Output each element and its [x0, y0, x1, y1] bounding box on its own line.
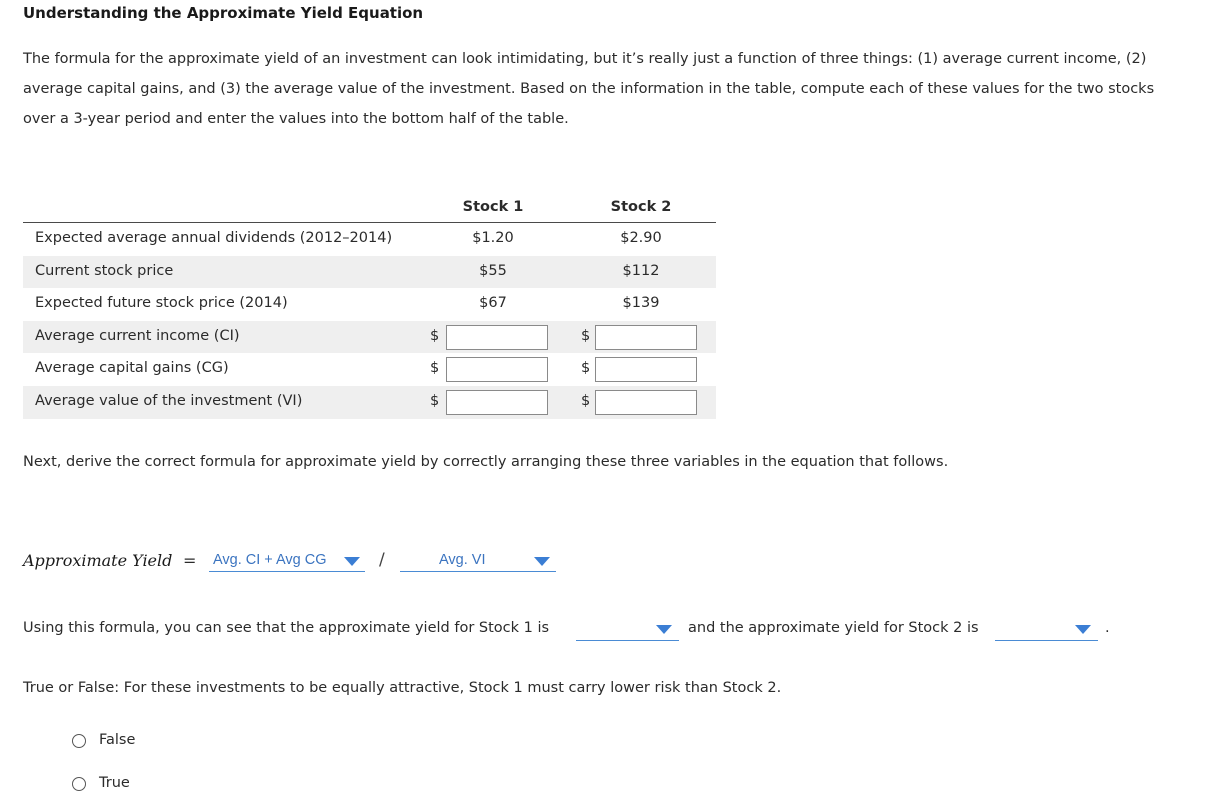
currency-symbol: $ — [430, 327, 440, 344]
formula-lhs: Approximate Yield — [23, 551, 173, 570]
result-text-2: and the approximate yield for Stock 2 is — [688, 620, 979, 636]
radio-true[interactable] — [72, 777, 86, 791]
true-false-question: True or False: For these investments to be equally attractive, Stock 1 must carry lower risk than Stock 2. — [23, 680, 782, 696]
row-label: Average capital gains (CG) — [35, 360, 229, 377]
stock-2-ci-input[interactable] — [595, 325, 697, 350]
currency-symbol: $ — [581, 360, 591, 377]
currency-symbol: $ — [430, 360, 440, 377]
result-text-end: . — [1105, 620, 1110, 636]
page-title: Understanding the Approximate Yield Equation — [23, 4, 424, 22]
stock-2-value: $139 — [622, 295, 660, 312]
row-label: Average current income (CI) — [35, 327, 240, 344]
stock-2-value: $112 — [622, 262, 660, 279]
chevron-down-icon — [1075, 625, 1091, 634]
currency-symbol: $ — [581, 327, 591, 344]
row-label: Expected average annual dividends (2012–2014) — [35, 230, 393, 246]
intro-paragraph: The formula for the approximate yield of an investment can look intimidating, but it’s really just a function of three things: (1) average current income, (2) average capital gains, and (3) the average value of the investment. Based on the information in the table, compute each of these values for the two stocks over a 3-year period and enter the values into the bottom half of the table. — [23, 51, 1155, 127]
radio-false[interactable] — [72, 734, 86, 748]
stock-1-value: $1.20 — [472, 230, 514, 246]
numerator-dropdown[interactable] — [209, 549, 365, 572]
formula-equals: = — [183, 551, 197, 570]
row-label: Current stock price — [35, 262, 174, 279]
result-text-1: Using this formula, you can see that the approximate yield for Stock 1 is — [23, 620, 550, 636]
stock-1-vi-input[interactable] — [446, 390, 548, 415]
currency-symbol: $ — [430, 392, 440, 409]
table-row — [23, 288, 716, 321]
table-row — [23, 223, 716, 256]
stock-1-cg-input[interactable] — [446, 357, 548, 382]
formula-slash: / — [379, 550, 385, 570]
stock-1-value: $55 — [479, 262, 507, 279]
stock-1-yield-dropdown[interactable] — [576, 620, 679, 641]
currency-symbol: $ — [581, 392, 591, 409]
stock-2-value: $2.90 — [620, 230, 662, 246]
yield-formula — [23, 549, 563, 575]
next-instruction: Next, derive the correct formula for approximate yield by correctly arranging these three variables in the equation that follows. — [23, 454, 949, 470]
row-label: Average value of the investment (VI) — [35, 392, 303, 409]
radio-label-true: True — [99, 775, 130, 791]
yield-result-sentence — [23, 620, 1203, 646]
stock-1-value: $67 — [479, 295, 507, 312]
chevron-down-icon — [534, 557, 550, 566]
header-stock-2: Stock 2 — [610, 199, 672, 215]
chevron-down-icon — [344, 557, 360, 566]
radio-label-false: False — [99, 732, 136, 748]
stock-2-cg-input[interactable] — [595, 357, 697, 382]
table-row — [23, 256, 716, 289]
denominator-value: Avg. VI — [439, 552, 486, 568]
stock-2-vi-input[interactable] — [595, 390, 697, 415]
stock-1-ci-input[interactable] — [446, 325, 548, 350]
denominator-dropdown[interactable] — [400, 549, 556, 572]
table-row-vi — [23, 386, 716, 419]
table-header — [23, 192, 716, 223]
numerator-value: Avg. CI + Avg CG — [213, 552, 327, 568]
chevron-down-icon — [656, 625, 672, 634]
table-row-ci — [23, 321, 716, 354]
table-row-cg — [23, 353, 716, 386]
stock-2-yield-dropdown[interactable] — [995, 620, 1098, 641]
header-stock-1: Stock 1 — [462, 199, 524, 215]
row-label: Expected future stock price (2014) — [35, 295, 288, 312]
stock-table — [23, 192, 716, 419]
